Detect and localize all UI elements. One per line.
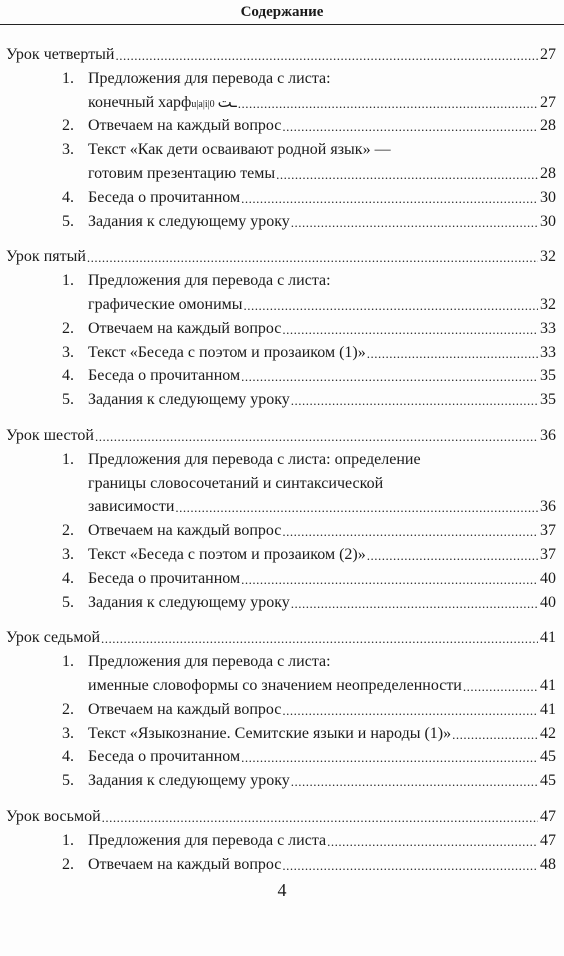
toc-line	[88, 495, 556, 519]
dot-leader	[291, 592, 538, 608]
dot-leader	[101, 627, 538, 643]
toc-line	[88, 674, 556, 698]
item-number: 3.	[62, 141, 74, 159]
page-ref: 41	[540, 700, 556, 718]
page-ref: 30	[540, 188, 556, 206]
item-text: Отвечаем на каждый вопрос	[88, 319, 282, 337]
item-text: Отвечаем на каждый вопрос	[88, 522, 282, 540]
table-of-contents	[0, 43, 556, 888]
lesson-title: Урок шестой	[6, 426, 94, 444]
toc-line	[88, 567, 556, 591]
page-ref: 40	[540, 569, 556, 587]
toc-line	[88, 745, 556, 769]
item-number: 5.	[62, 772, 74, 790]
dot-leader	[102, 806, 538, 822]
dot-leader	[452, 723, 538, 739]
item-text-line: готовим презентацию темы	[88, 164, 276, 182]
lesson-title: Урок четвертый	[6, 46, 115, 63]
page-ref: 47	[540, 807, 556, 825]
item-text-line: Предложения для перевода с листа:	[88, 69, 331, 87]
item-number: 5.	[62, 391, 74, 409]
item-number: 3.	[62, 545, 74, 563]
item-number: 4.	[62, 367, 74, 385]
toc-item	[0, 67, 556, 115]
dot-leader	[291, 770, 538, 786]
toc-item	[0, 210, 556, 234]
toc-line	[88, 388, 556, 412]
dot-leader	[87, 246, 538, 262]
item-text-line: Предложения для перевода с листа:	[88, 653, 331, 671]
page-ref: 47	[540, 831, 556, 849]
toc-line	[0, 805, 556, 829]
item-number: 5.	[62, 593, 74, 611]
toc-line	[88, 210, 556, 234]
item-text: Задания к следующему уроку	[88, 212, 290, 230]
item-text: Текст «Беседа с поэтом и прозаиком (2)»	[88, 545, 366, 563]
toc-item	[0, 317, 556, 341]
item-text: Текст «Языкознание. Семитские языки и народы (1)»	[88, 724, 452, 742]
toc-item	[0, 591, 556, 615]
toc-line	[0, 424, 556, 448]
dot-leader	[291, 389, 538, 405]
toc-item	[0, 341, 556, 365]
toc-line	[88, 591, 556, 615]
toc-item	[0, 388, 556, 412]
toc-line	[88, 769, 556, 793]
page-ref: 41	[540, 629, 556, 647]
toc-line	[88, 829, 556, 853]
item-text: Текст «Беседа с поэтом и прозаиком (1)»	[88, 343, 366, 361]
item-text-line: именные словоформы со значением неопределенности	[88, 676, 462, 694]
page-ref: 27	[540, 93, 556, 111]
page-ref: 48	[540, 855, 556, 873]
dot-leader	[116, 44, 539, 60]
item-text-line: Предложения для перевода с листа: определение	[88, 450, 421, 468]
toc-item	[0, 722, 556, 746]
toc-line	[88, 162, 556, 186]
page-ref: 35	[540, 367, 556, 385]
toc-line	[88, 698, 556, 722]
item-text-line: конечный харф	[88, 93, 192, 111]
toc-item	[0, 829, 556, 853]
dot-leader	[238, 92, 538, 108]
toc-item	[0, 650, 556, 698]
toc-item	[0, 186, 556, 210]
toc-item	[0, 769, 556, 793]
toc-line	[88, 186, 556, 210]
item-number: 4.	[62, 748, 74, 766]
toc-line	[88, 519, 556, 543]
toc-item	[0, 138, 556, 186]
item-number: 2.	[62, 700, 74, 718]
dot-leader	[291, 211, 538, 227]
lesson-section	[0, 626, 556, 793]
toc-item	[0, 745, 556, 769]
item-number: 2.	[62, 117, 74, 135]
item-number: 4.	[62, 188, 74, 206]
item-number: 1.	[62, 653, 74, 671]
item-text: Беседа о прочитанном	[88, 367, 241, 385]
dot-leader	[95, 425, 538, 441]
item-text: Задания к следующему уроку	[88, 593, 290, 611]
toc-line	[0, 43, 556, 67]
page-ref: 33	[540, 343, 556, 361]
toc-line	[88, 364, 556, 388]
page-ref: 36	[540, 426, 556, 444]
item-text: Отвечаем на каждый вопрос	[88, 855, 282, 873]
toc-line	[88, 543, 556, 567]
item-number: 1.	[62, 69, 74, 87]
item-number: 1.	[62, 272, 74, 290]
item-number: 4.	[62, 569, 74, 587]
toc-line	[88, 722, 556, 746]
dot-leader	[282, 699, 538, 715]
page-ref: 28	[540, 117, 556, 135]
header-rule	[0, 24, 564, 25]
header-title: Содержание	[240, 4, 324, 20]
dot-leader	[276, 163, 538, 179]
dot-leader	[241, 568, 538, 584]
toc-item	[0, 519, 556, 543]
page-ref: 37	[540, 545, 556, 563]
dot-leader	[367, 544, 538, 560]
dot-leader	[282, 115, 538, 131]
item-text-line: зависимости	[88, 498, 175, 516]
dot-leader	[367, 342, 538, 358]
page-ref: 32	[540, 295, 556, 313]
toc-item	[0, 269, 556, 317]
toc-line	[0, 626, 556, 650]
toc-item	[0, 364, 556, 388]
item-text: Задания к следующему уроку	[88, 391, 290, 409]
item-number: 2.	[62, 522, 74, 540]
dot-leader	[241, 187, 538, 203]
item-number: 3.	[62, 343, 74, 361]
toc-item	[0, 448, 556, 519]
arabic-letter: ـت	[217, 92, 237, 111]
item-text: Предложения для перевода с листа	[88, 831, 327, 849]
page-ref: 33	[540, 319, 556, 337]
dot-leader	[241, 746, 538, 762]
lesson-section	[0, 245, 556, 412]
item-number: 2.	[62, 319, 74, 337]
toc-line: конечный харф u|a|i|0 ـت ..... 27	[88, 91, 556, 115]
page-ref: 36	[540, 498, 556, 516]
item-text: Беседа о прочитанном	[88, 748, 241, 766]
toc-item	[0, 567, 556, 591]
toc-item	[0, 853, 556, 877]
item-text: Задания к следующему уроку	[88, 772, 290, 790]
lesson-section	[0, 424, 556, 614]
toc-line	[88, 293, 556, 317]
toc-item	[0, 114, 556, 138]
item-number: 2.	[62, 855, 74, 873]
dot-leader	[282, 520, 538, 536]
page-ref: 32	[540, 248, 556, 266]
page-header	[0, 0, 564, 22]
page-ref: 27	[540, 46, 556, 63]
lesson-title: Урок восьмой	[6, 807, 101, 825]
page-ref: 45	[540, 748, 556, 766]
item-number: 5.	[62, 212, 74, 230]
lesson-section	[0, 43, 556, 233]
page-ref: 30	[540, 212, 556, 230]
item-text: Беседа о прочитанном	[88, 188, 241, 206]
item-text-line: графические омонимы	[88, 295, 243, 313]
item-text-line: Предложения для перевода с листа:	[88, 272, 331, 290]
toc-item	[0, 698, 556, 722]
item-number: 1.	[62, 450, 74, 468]
dot-leader	[463, 675, 538, 691]
item-text: Беседа о прочитанном	[88, 569, 241, 587]
lesson-section	[0, 805, 556, 876]
page-ref: 41	[540, 676, 556, 694]
toc-line	[88, 114, 556, 138]
page-ref: 45	[540, 772, 556, 790]
dot-leader	[282, 854, 538, 870]
item-text: Отвечаем на каждый вопрос	[88, 117, 282, 135]
item-text-line: границы словосочетаний и синтаксической	[88, 474, 384, 492]
dot-leader	[244, 294, 539, 310]
dot-leader	[175, 496, 538, 512]
dot-leader	[282, 318, 538, 334]
page-ref: 28	[540, 164, 556, 182]
item-number: 1.	[62, 831, 74, 849]
page-ref: 37	[540, 522, 556, 540]
toc-item	[0, 543, 556, 567]
dot-leader	[241, 365, 538, 381]
page-ref: 35	[540, 391, 556, 409]
page-ref: 40	[540, 593, 556, 611]
dot-leader	[327, 830, 538, 846]
item-number: 3.	[62, 724, 74, 742]
toc-line	[0, 245, 556, 269]
page-ref: 42	[540, 724, 556, 742]
page-number: 4	[277, 880, 287, 900]
item-text: Отвечаем на каждый вопрос	[88, 700, 282, 718]
toc-line	[88, 853, 556, 877]
toc-line	[88, 317, 556, 341]
lesson-title: Урок седьмой	[6, 629, 101, 647]
toc-line	[88, 341, 556, 365]
lesson-title: Урок пятый	[6, 248, 86, 266]
item-text-line: Текст «Как дети осваивают родной язык» —	[88, 141, 391, 159]
